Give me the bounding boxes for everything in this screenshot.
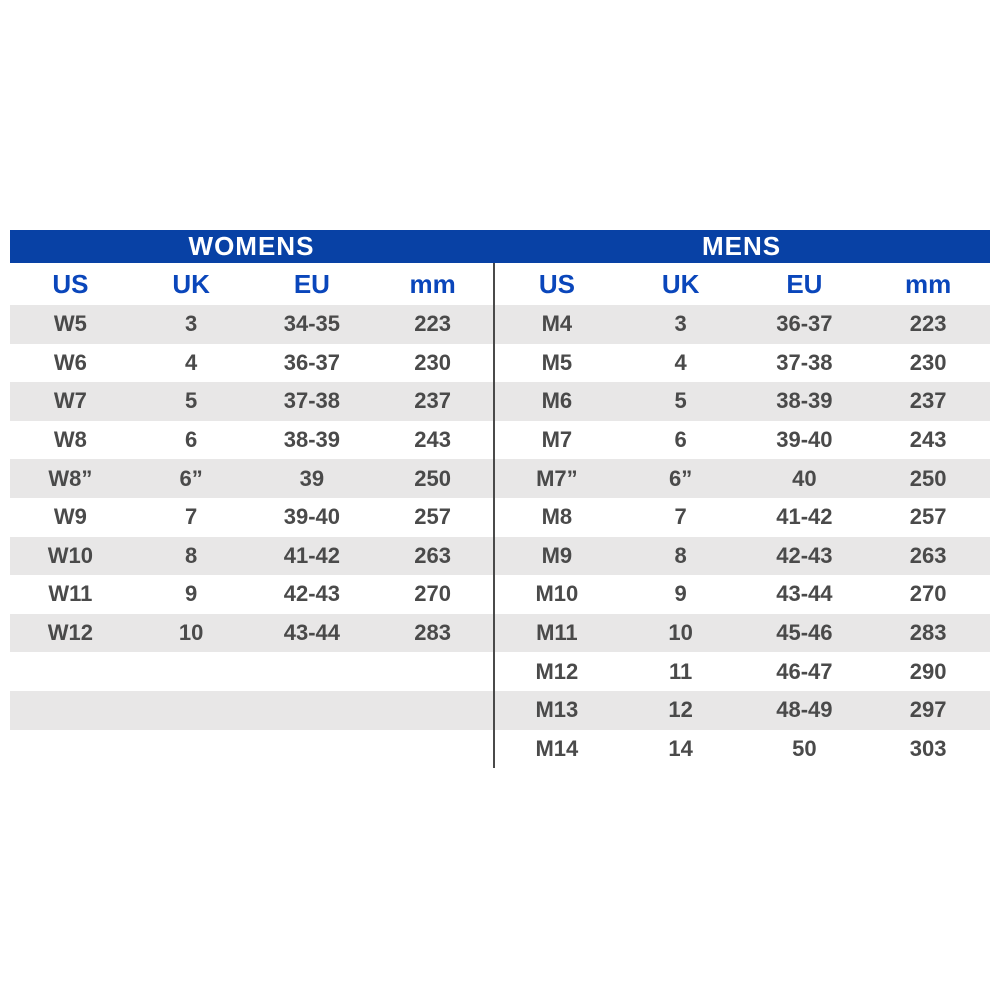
column-header-us: US — [538, 268, 575, 299]
column-header-eu: EU — [293, 268, 330, 299]
table-row — [495, 652, 990, 691]
table-row — [10, 382, 493, 421]
table-cell: 237 — [909, 388, 947, 414]
table-row — [495, 459, 990, 498]
table-cell: M7 — [541, 427, 573, 453]
table-cell: 50 — [792, 735, 817, 761]
table-cell: 9 — [185, 581, 198, 607]
table-cell: 37-38 — [283, 388, 341, 414]
table-cell: 237 — [414, 388, 451, 414]
table-cell: W11 — [48, 581, 93, 607]
table-row — [495, 691, 990, 730]
table-row — [10, 344, 493, 383]
table-cell: 42-43 — [283, 581, 341, 607]
table-cell: 41-42 — [776, 504, 833, 530]
table-cell: M6 — [541, 388, 573, 414]
table-row — [10, 421, 493, 460]
table-cell: 34-35 — [283, 311, 341, 337]
table-cell: 250 — [414, 465, 451, 491]
shoe-size-chart — [10, 230, 990, 768]
table-row — [10, 498, 493, 537]
table-cell: 8 — [674, 542, 687, 568]
table-body — [10, 263, 990, 768]
table-cell: M8 — [541, 504, 573, 530]
table-cell: W7 — [53, 388, 87, 414]
table-row — [10, 459, 493, 498]
table-cell: 36-37 — [283, 349, 341, 375]
table-cell: 283 — [909, 620, 947, 646]
mens-section-title: MENS — [701, 231, 782, 261]
table-cell: 3 — [185, 311, 198, 337]
table-cell: 263 — [414, 542, 451, 568]
column-header-uk: UK — [661, 268, 700, 299]
table-cell: 243 — [414, 427, 451, 453]
table-cell: 36-37 — [776, 311, 833, 337]
column-header-mm: mm — [905, 268, 952, 299]
table-row — [10, 614, 493, 653]
column-header-mm: mm — [409, 268, 456, 299]
table-cell: M10 — [535, 581, 579, 607]
table-cell: 6 — [185, 427, 198, 453]
table-cell: 230 — [909, 349, 947, 375]
table-row — [10, 730, 493, 769]
table-cell: 46-47 — [776, 658, 833, 684]
table-cell: 257 — [414, 504, 451, 530]
table-cell: 283 — [414, 620, 451, 646]
table-cell: W8 — [53, 427, 87, 453]
table-cell: 223 — [414, 311, 451, 337]
table-cell: 39-40 — [283, 504, 341, 530]
table-cell: 230 — [414, 349, 451, 375]
table-cell: W5 — [53, 311, 87, 337]
table-cell: 45-46 — [776, 620, 833, 646]
table-row — [495, 498, 990, 537]
table-cell: 43-44 — [776, 581, 833, 607]
table-cell: M14 — [535, 735, 579, 761]
womens-column-header-row — [10, 263, 493, 305]
column-header-us: US — [52, 268, 89, 299]
table-cell: 41-42 — [283, 542, 341, 568]
table-cell: 5 — [185, 388, 198, 414]
table-row — [10, 575, 493, 614]
column-header-eu: EU — [786, 268, 823, 299]
table-cell: W9 — [53, 504, 87, 530]
table-row — [10, 691, 493, 730]
table-cell: 48-49 — [776, 697, 833, 723]
table-row — [10, 537, 493, 576]
table-cell: 39 — [299, 465, 325, 491]
table-row — [495, 537, 990, 576]
table-cell: 37-38 — [776, 349, 833, 375]
table-cell: 263 — [909, 542, 947, 568]
column-header-uk: UK — [172, 268, 210, 299]
table-cell: 9 — [674, 581, 687, 607]
table-cell: 38-39 — [776, 388, 833, 414]
mens-rows — [495, 305, 990, 768]
table-cell: M5 — [541, 349, 573, 375]
table-cell: 38-39 — [283, 427, 341, 453]
table-row — [495, 730, 990, 769]
table-cell: 4 — [674, 349, 687, 375]
womens-section-title: WOMENS — [188, 231, 315, 261]
table-cell: 40 — [792, 465, 817, 491]
table-cell: 6” — [179, 465, 203, 491]
table-cell: 42-43 — [776, 542, 833, 568]
womens-rows — [10, 305, 493, 768]
table-cell: 297 — [909, 697, 947, 723]
table-row — [495, 344, 990, 383]
table-cell: 290 — [909, 658, 947, 684]
table-cell: M7” — [536, 465, 578, 491]
table-cell: 3 — [674, 311, 687, 337]
table-cell: 243 — [909, 427, 947, 453]
section-title-bar — [10, 230, 990, 263]
womens-table — [10, 263, 493, 768]
table-row — [495, 614, 990, 653]
table-row — [495, 305, 990, 344]
table-cell: 257 — [909, 504, 947, 530]
mens-column-header-row — [495, 263, 990, 305]
table-cell: 14 — [668, 735, 693, 761]
table-cell: 250 — [909, 465, 947, 491]
table-cell: W6 — [53, 349, 87, 375]
table-row — [10, 305, 493, 344]
table-cell: 39-40 — [776, 427, 833, 453]
table-row — [10, 652, 493, 691]
table-cell: 270 — [414, 581, 451, 607]
mens-table — [493, 263, 990, 768]
table-cell: 7 — [185, 504, 198, 530]
table-row — [495, 575, 990, 614]
table-cell: W10 — [47, 542, 93, 568]
table-cell: 10 — [668, 620, 693, 646]
table-cell: 12 — [668, 697, 693, 723]
table-cell: 303 — [909, 735, 947, 761]
table-cell: 6” — [669, 465, 693, 491]
table-cell: 10 — [178, 620, 204, 646]
table-row — [495, 421, 990, 460]
table-cell: 4 — [185, 349, 198, 375]
table-cell: 6 — [674, 427, 687, 453]
table-cell: 5 — [674, 388, 687, 414]
table-cell: M13 — [535, 697, 579, 723]
table-cell: M11 — [536, 620, 578, 646]
table-cell: 43-44 — [283, 620, 341, 646]
table-cell: W8” — [48, 465, 93, 491]
table-cell: M12 — [535, 658, 579, 684]
table-cell: 7 — [674, 504, 687, 530]
table-row — [495, 382, 990, 421]
table-cell: W12 — [47, 620, 93, 646]
table-cell: 11 — [668, 658, 693, 684]
table-cell: 8 — [185, 542, 198, 568]
table-cell: M9 — [541, 542, 573, 568]
table-cell: 270 — [909, 581, 947, 607]
table-cell: 223 — [909, 311, 947, 337]
table-cell: M4 — [541, 311, 573, 337]
